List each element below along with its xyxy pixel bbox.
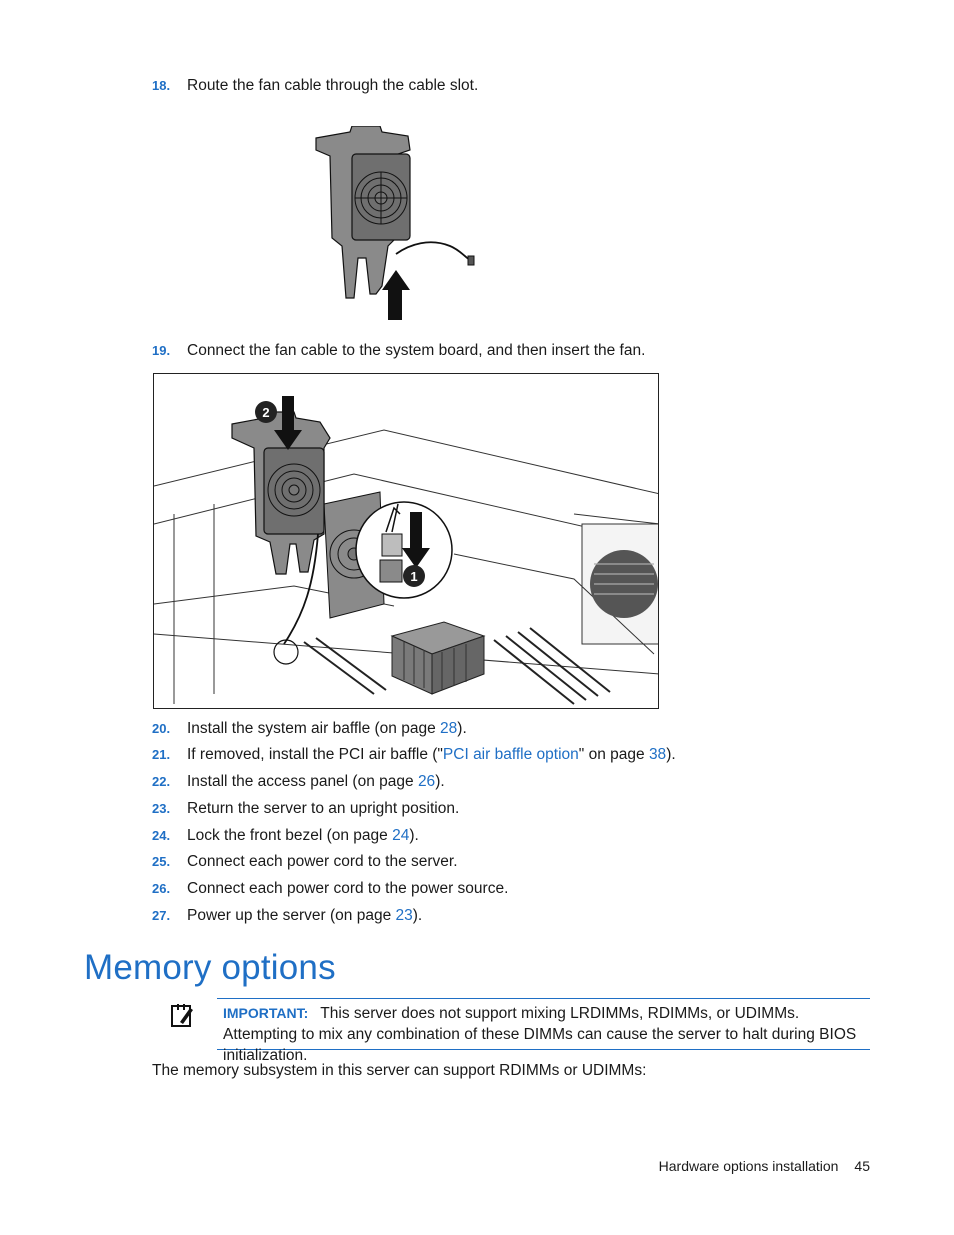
pci-air-baffle-option-link[interactable]: PCI air baffle option [442, 746, 579, 763]
important-label: IMPORTANT: [223, 1005, 309, 1021]
important-note-icon [170, 1002, 194, 1028]
step-22: 22. Install the access panel (on page 26). [152, 773, 445, 790]
section-heading: Memory options [84, 948, 336, 987]
important-note [217, 998, 870, 1064]
callout-2: 2 [262, 405, 270, 420]
fan-cable-routing-illustration [310, 126, 485, 326]
page-link-26[interactable]: 26 [417, 773, 436, 790]
step-20: 20. Install the system air baffle (on page 28). [152, 720, 467, 737]
page-link-23[interactable]: 23 [395, 907, 413, 924]
footer-section: Hardware options installation [658, 1158, 839, 1174]
fan-insert-server-illustration [153, 373, 659, 709]
step-19: 19. Connect the fan cable to the system board, and then insert the fan. [152, 342, 646, 359]
step-18: 18. Route the fan cable through the cable slot. [152, 77, 479, 94]
step-26: 26. Connect each power cord to the power source. [152, 880, 509, 897]
callout-1: 1 [410, 569, 418, 584]
step-23: 23. Return the server to an upright position. [152, 800, 460, 817]
important-text: This server does not support mixing LRDIMMs, RDIMMs, or UDIMMs. Attempting to mix any combination of these DIMMs can cause the server to halt during BIOS initialization. [223, 1005, 857, 1064]
page-footer [659, 1158, 870, 1174]
page-link-28[interactable]: 28 [440, 720, 458, 737]
step-24: 24. Lock the front bezel (on page 24). [152, 827, 419, 844]
page-link-38[interactable]: 38 [648, 746, 667, 763]
step-25: 25. Connect each power cord to the server. [152, 853, 458, 870]
memory-intro-text: The memory subsystem in this server can support RDIMMs or UDIMMs: [152, 1062, 647, 1079]
page-link-24[interactable]: 24 [392, 827, 410, 844]
page-number: 45 [854, 1158, 870, 1174]
step-27: 27. Power up the server (on page 23). [152, 907, 423, 924]
step-21: 21. If removed, install the PCI air baffle ("PCI air baffle option" on page 38). [152, 746, 676, 763]
